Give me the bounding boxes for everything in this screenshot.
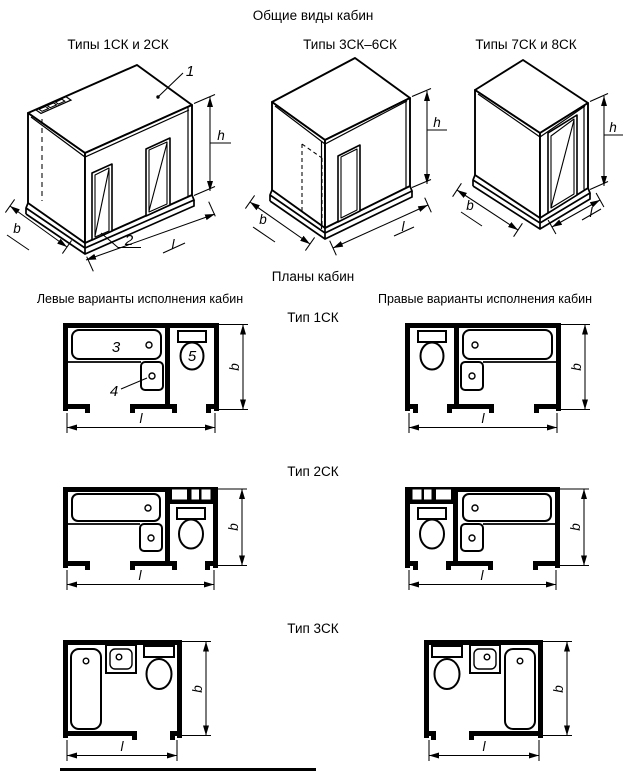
dim-h-label: h — [217, 128, 225, 143]
dim-b-label: b — [13, 221, 21, 236]
dimension-b — [182, 642, 211, 736]
dim-l-label: l — [139, 411, 143, 426]
dimension-l — [409, 411, 557, 433]
dimension-b — [543, 642, 572, 736]
callout-2-base — [101, 232, 141, 249]
dim-b-label: b — [568, 523, 583, 531]
callout-5-toilet: 5 — [187, 348, 197, 365]
type-1sk-label: Тип 1СК — [287, 310, 339, 325]
dimension-l — [67, 739, 177, 761]
extension-line — [194, 95, 215, 104]
dim-l-label: l — [482, 739, 486, 754]
plan-3sk-left-drawing — [63, 640, 182, 740]
dim-l-label: l — [480, 568, 484, 583]
dimension-b — [561, 325, 590, 410]
iso2-title: Типы 3СК–6СК — [303, 37, 397, 52]
plans-title: Планы кабин — [271, 269, 355, 284]
dimension-h — [194, 95, 231, 196]
type-2sk-label: Тип 2СК — [287, 464, 339, 479]
iso-view-types-1sk-2sk — [5, 63, 231, 271]
dimension-l — [409, 568, 556, 590]
dim-l-label: l — [138, 568, 142, 583]
dim-l-label: l — [481, 411, 485, 426]
plan-1sk-right — [405, 323, 590, 433]
dimension-l — [67, 411, 215, 433]
callout-2: 2 — [124, 232, 134, 249]
dim-h-label: h — [609, 120, 617, 135]
plan-2sk-right — [405, 487, 589, 590]
iso-view-types-3sk-6sk — [245, 58, 447, 255]
dimension-h — [412, 89, 447, 188]
dim-l-label: l — [589, 205, 593, 220]
type-3sk-label: Тип 3СК — [287, 621, 339, 636]
label-shelf — [461, 212, 482, 226]
extension-line — [590, 182, 608, 190]
plan-2sk-right-drawing — [405, 487, 560, 570]
callout-3-bath: 3 — [111, 339, 121, 356]
iso3-title: Типы 7СК и 8СК — [475, 37, 577, 52]
dimension-b — [218, 489, 247, 566]
plan-1sk-right-drawing — [405, 323, 561, 413]
leader-line — [101, 233, 141, 248]
plan-2sk-left — [63, 487, 247, 590]
plan-3sk-right — [424, 640, 572, 761]
dim-b-label: b — [551, 685, 566, 693]
plan-3sk-left — [63, 640, 211, 761]
dim-b-label: b — [227, 363, 242, 371]
leader-dot — [156, 95, 159, 98]
dim-b-label: b — [226, 523, 241, 531]
dim-b-label: b — [569, 363, 584, 371]
right-variants-header: Правые варианты исполнения кабин — [377, 292, 593, 306]
dim-l-label: l — [401, 219, 405, 234]
label-shelf — [7, 235, 29, 250]
iso-view-types-7sk-8sk — [453, 60, 623, 237]
label-shelf — [253, 227, 275, 242]
plan-1sk-left-drawing — [63, 323, 219, 413]
callout-1: 1 — [185, 63, 195, 80]
dimension-l — [67, 568, 214, 590]
extension-line — [590, 94, 608, 102]
dimension-b — [560, 489, 589, 566]
plan-1sk-left — [63, 323, 248, 433]
dimension-l — [429, 739, 539, 761]
plan-3sk-right-drawing — [424, 640, 543, 740]
dim-b-label: b — [466, 198, 474, 213]
extension-line — [194, 187, 215, 196]
extension-line — [412, 89, 431, 97]
dim-b-label: b — [259, 212, 267, 227]
dim-h-label: h — [433, 115, 441, 130]
dim-l-label: l — [120, 739, 124, 754]
dim-l-label: l — [171, 237, 175, 252]
left-variants-header: Левые варианты исполнения кабин — [36, 292, 244, 306]
callout-4-washbasin: 4 — [109, 383, 119, 400]
dimension-b — [219, 325, 248, 410]
dimension-h — [590, 94, 623, 190]
iso1-title: Типы 1СК и 2СК — [67, 37, 169, 52]
dim-b-label: b — [190, 685, 205, 693]
plan-2sk-left-drawing — [63, 487, 218, 570]
main-title: Общие виды кабин — [252, 8, 374, 23]
extension-line — [412, 180, 431, 188]
